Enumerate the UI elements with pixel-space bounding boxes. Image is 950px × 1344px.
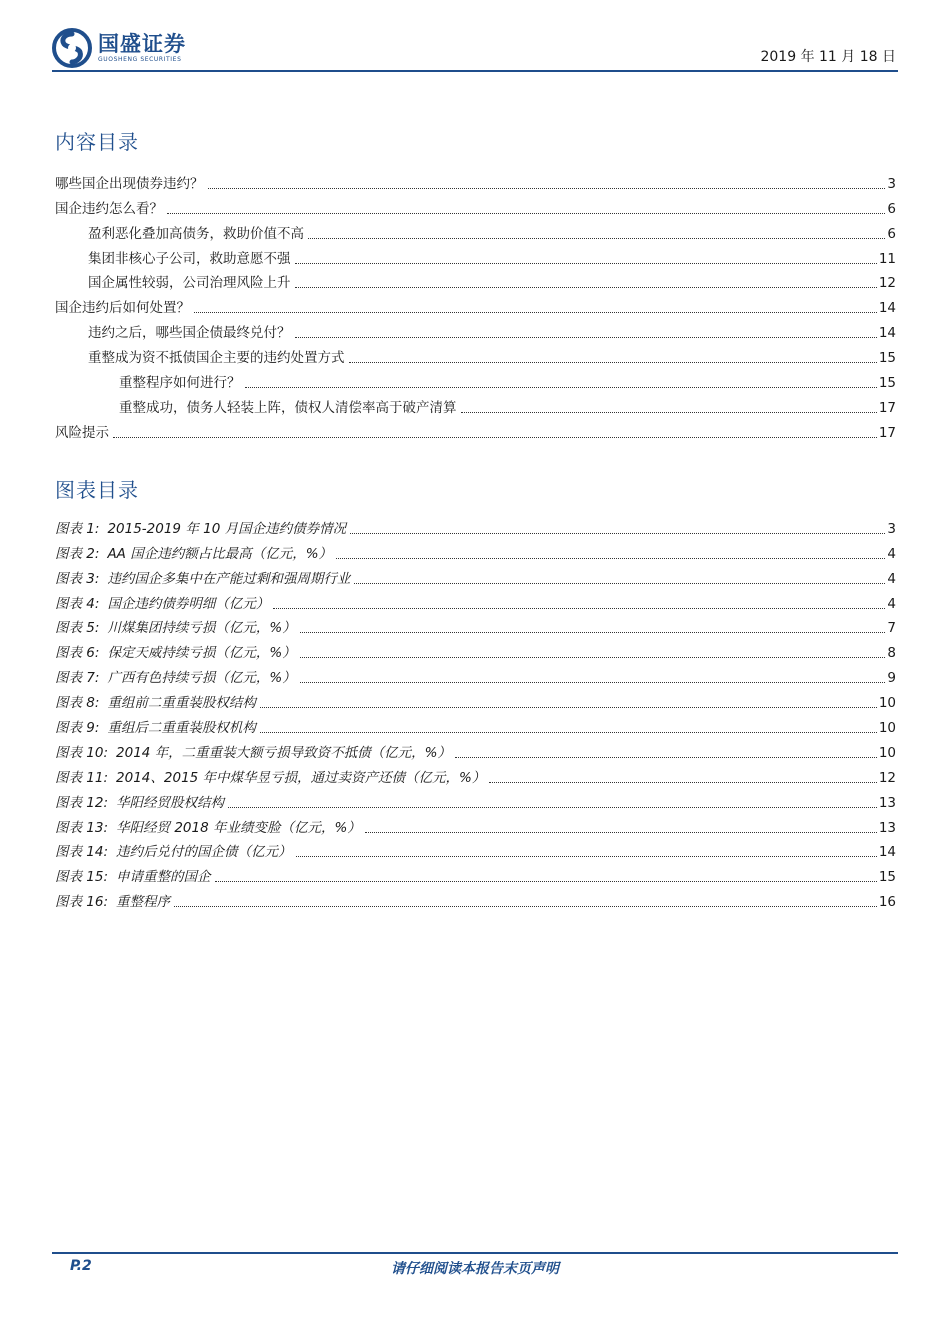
figure-item[interactable] [55, 538, 896, 563]
figure-item-label: 违约国企多集中在产能过剩和强周期行业 [107, 570, 351, 587]
figure-item[interactable] [55, 812, 896, 837]
dot-leader [354, 583, 885, 584]
figure-item-label: 重组后二重重装股权机构 [107, 720, 256, 737]
toc-item-page: 6 [887, 200, 896, 217]
figure-item-page: 13 [878, 794, 896, 811]
disclaimer-notice: 请仔细阅读本报告末页声明 [391, 1261, 559, 1277]
figure-item[interactable] [55, 712, 896, 737]
toc-item-label: 违约之后，哪些国企债最终兑付？ [88, 325, 291, 342]
toc-item-page: 6 [887, 225, 896, 242]
toc-item[interactable] [55, 193, 896, 218]
dot-leader [336, 558, 885, 559]
toc-item[interactable] [55, 268, 896, 293]
figure-item-page: 4 [887, 595, 896, 612]
figure-item-page: 10 [878, 695, 896, 712]
dot-leader [365, 832, 877, 833]
toc-item-page: 15 [878, 350, 896, 367]
toc-item[interactable] [55, 417, 896, 442]
report-date: 2019 年 11 月 18 日 [760, 49, 896, 65]
dot-leader [273, 608, 885, 609]
figure-item-label: AA 国企违约额占比最高（亿元，%） [107, 545, 333, 562]
figure-number: 图表 2: [55, 545, 100, 562]
figure-item-label: 2014 年，二重重装大额亏损导致资不抵债（亿元，%） [116, 744, 452, 761]
dot-leader [455, 757, 877, 758]
figure-number: 图表 11: [55, 769, 109, 786]
figure-item-label: 国企违约债券明细（亿元） [107, 595, 270, 612]
contents-list [55, 168, 896, 442]
logo-english-name: GUOSHENG SECURITIES [98, 56, 182, 63]
figure-number: 图表 16: [55, 894, 109, 911]
toc-item-page: 12 [878, 275, 896, 292]
figure-item-label: 华阳经贸股权结构 [116, 794, 225, 811]
dot-leader [194, 312, 877, 313]
figure-item-page: 4 [887, 570, 896, 587]
toc-item-page: 14 [878, 325, 896, 342]
dot-leader [295, 263, 877, 264]
page-header [52, 28, 898, 72]
dot-leader [208, 188, 886, 189]
figure-item-label: 2015-2019 年 10 月国企违约债券情况 [107, 520, 347, 537]
dot-leader [295, 287, 877, 288]
toc-item[interactable] [55, 243, 896, 268]
toc-item-page: 3 [887, 175, 896, 192]
figure-number: 图表 13: [55, 819, 109, 836]
toc-item-label: 盈利恶化叠加高债务，救助价值不高 [88, 225, 304, 242]
figure-item[interactable] [55, 762, 896, 787]
figure-number: 图表 3: [55, 570, 100, 587]
figure-number: 图表 12: [55, 794, 109, 811]
dot-leader [308, 238, 885, 239]
figure-item-label: 申请重整的国企 [116, 869, 211, 886]
figure-item[interactable] [55, 513, 896, 538]
toc-item-label: 重整程序如何进行？ [119, 375, 241, 392]
toc-item-page: 11 [878, 250, 896, 267]
figure-number: 图表 15: [55, 869, 109, 886]
dot-leader [228, 807, 877, 808]
figure-item[interactable] [55, 588, 896, 613]
toc-item-label: 国企属性较弱，公司治理风险上升 [88, 275, 291, 292]
toc-item[interactable] [55, 292, 896, 317]
toc-item[interactable] [55, 218, 896, 243]
figures-title: 图表目录 [55, 478, 139, 502]
toc-item[interactable] [55, 168, 896, 193]
dot-leader [113, 437, 877, 438]
figure-number: 图表 14: [55, 844, 109, 861]
figure-item-page: 4 [887, 545, 896, 562]
figure-item-page: 8 [887, 645, 896, 662]
dot-leader [215, 881, 877, 882]
toc-item-page: 17 [878, 399, 896, 416]
dot-leader [174, 906, 877, 907]
figure-item[interactable] [55, 637, 896, 662]
dot-leader [260, 732, 877, 733]
toc-item[interactable] [55, 367, 896, 392]
toc-item-label: 重整成为资不抵债国企主要的违约处置方式 [88, 350, 345, 367]
figure-item-label: 广西有色持续亏损（亿元，%） [107, 670, 296, 687]
figure-item-label: 违约后兑付的国企债（亿元） [116, 844, 292, 861]
figure-item-label: 重组前二重重装股权结构 [107, 695, 256, 712]
toc-item-page: 17 [878, 424, 896, 441]
figure-item[interactable] [55, 563, 896, 588]
guosheng-logo-icon [52, 28, 92, 68]
dot-leader [260, 707, 877, 708]
figure-item-page: 10 [878, 744, 896, 761]
figure-item-label: 保定天威持续亏损（亿元，%） [107, 645, 296, 662]
figure-item-page: 15 [878, 869, 896, 886]
figure-number: 图表 10: [55, 744, 109, 761]
dot-leader [300, 657, 886, 658]
figure-item[interactable] [55, 737, 896, 762]
toc-item[interactable] [55, 392, 896, 417]
toc-item-label: 哪些国企出现债券违约？ [55, 175, 204, 192]
dot-leader [245, 387, 877, 388]
figure-item-page: 3 [887, 520, 896, 537]
toc-item-label: 重整成功，债务人轻装上阵，债权人清偿率高于破产清算 [119, 399, 457, 416]
toc-item[interactable] [55, 317, 896, 342]
figure-item-label: 华阳经贸 2018 年业绩变脸（亿元，%） [116, 819, 361, 836]
figure-item[interactable] [55, 787, 896, 812]
dot-leader [295, 337, 877, 338]
figure-item-label: 重整程序 [116, 894, 171, 911]
figure-item[interactable] [55, 687, 896, 712]
toc-item-label: 集团非核心子公司，救助意愿不强 [88, 250, 291, 267]
toc-item-label: 国企违约后如何处置？ [55, 300, 190, 317]
figure-number: 图表 1: [55, 520, 100, 537]
figure-item-page: 12 [878, 769, 896, 786]
toc-item[interactable] [55, 342, 896, 367]
figure-number: 图表 7: [55, 670, 100, 687]
dot-leader [167, 213, 885, 214]
figure-item[interactable] [55, 837, 896, 862]
figure-item-page: 10 [878, 720, 896, 737]
dot-leader [461, 412, 877, 413]
logo-chinese-name: 国盛证券 [98, 32, 186, 56]
figure-number: 图表 8: [55, 695, 100, 712]
company-logo [52, 28, 186, 68]
dot-leader [349, 362, 877, 363]
figure-item-page: 14 [878, 844, 896, 861]
dot-leader [300, 632, 886, 633]
figure-number: 图表 6: [55, 645, 100, 662]
figure-number: 图表 9: [55, 720, 100, 737]
dot-leader [296, 856, 877, 857]
page-number: P.2 [70, 1258, 92, 1274]
dot-leader [489, 782, 876, 783]
figure-item[interactable] [55, 861, 896, 886]
figure-item-page: 13 [878, 819, 896, 836]
figure-item-page: 9 [887, 670, 896, 687]
figure-number: 图表 4: [55, 595, 100, 612]
page-footer [52, 1252, 898, 1284]
toc-item-label: 风险提示 [55, 424, 109, 441]
toc-item-page: 15 [878, 375, 896, 392]
figure-item-label: 2014、2015 年中煤华昱亏损，通过卖资产还债（亿元，%） [116, 769, 486, 786]
figure-item-page: 7 [887, 620, 896, 637]
figure-item-page: 16 [878, 894, 896, 911]
figure-number: 图表 5: [55, 620, 100, 637]
toc-item-page: 14 [878, 300, 896, 317]
dot-leader [300, 682, 886, 683]
figure-item-label: 川煤集团持续亏损（亿元，%） [107, 620, 296, 637]
toc-title: 内容目录 [55, 130, 139, 154]
toc-item-label: 国企违约怎么看？ [55, 200, 163, 217]
figure-item[interactable] [55, 613, 896, 638]
figure-item[interactable] [55, 886, 896, 911]
figures-list [55, 513, 896, 911]
figure-item[interactable] [55, 662, 896, 687]
dot-leader [350, 533, 885, 534]
